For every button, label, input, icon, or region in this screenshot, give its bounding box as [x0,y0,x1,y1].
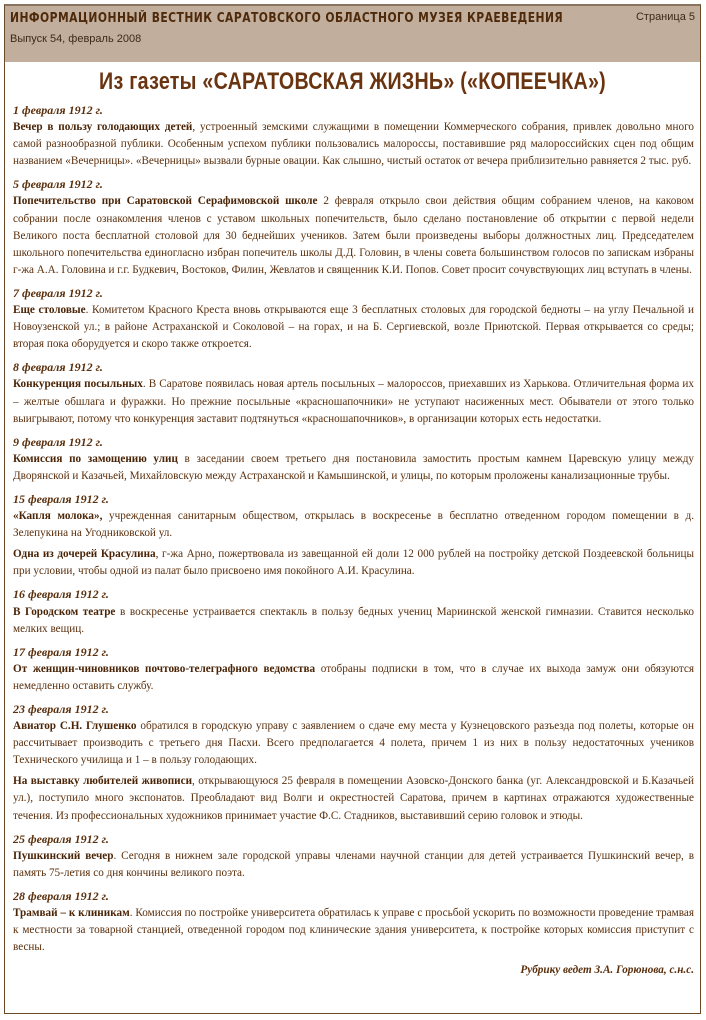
entry-paragraph [13,193,694,278]
entry-text: в заседании своем третьего дня постановила замостить простым камнем Царевскую улицу между Дворянской и Казачьей, Михайловскую между Астраханской и Камышинской, и улицы, по которым проложены канализационные трубы. [13,452,694,482]
entry-date: 5 февраля 1912 г. [13,177,103,192]
entry-text: 2 февраля открыло свои действия общим собранием членов, на каковом собрании после ознакомления членов с уставом школьных попечительств, было сделано постановление об открытии с первой недели Великого поста бесплатной столовой для 30 беднейших учеников. Затем были произведены выборы должностных лиц. Председателем школьного попечительства единогласно избран попечитель школы Д.Д. Головин, в члены совета большинством голосов по запискам избраны г-жа А.А. Головина и г.г. Будкевич, Востоков, Филин, Жевлатов и священник К.И. Попов. Совет просит сочувствующих лиц вступать в члены. [13,195,694,276]
news-entry [13,285,694,353]
entry-lead: Одна из дочерей Красулина [13,548,156,561]
entry-date: 25 февраля 1912 г. [13,831,109,846]
entry-date: 8 февраля 1912 г. [13,360,103,375]
entry-lead: На выставку любителей живописи [13,775,193,788]
entry-paragraph [13,848,694,882]
entry-text: отобраны подписки в том, что в случае их выхода замуж они обязуются немедленно оставить службу. [13,662,694,692]
entry-lead: Конкуренция посыльных [13,378,143,391]
entry-date: 1 февраля 1912 г. [13,103,103,117]
entry-date: 7 февраля 1912 г. [13,285,103,300]
entry-lead: «Капля молока», [13,510,103,523]
entry-paragraph [13,302,694,353]
entry-paragraph [13,604,694,638]
news-entry [13,586,694,637]
entry-text: в воскресенье устраивается спектакль в пользу бедных учениц Мариинской женской гимназии. Ставится несколько мелких вещиц. [13,605,694,635]
entry-date: 15 февраля 1912 г. [13,491,109,506]
entry-text: . Комиссия по постройке университета обратилась к управе с просьбой ускорить по возможности проведение трамвая к местности за товарной станцией, отведенной городом под клинические здания университета, к постройке которых комиссия приступит с весны. [13,907,694,954]
entry-lead: Трамвай – к клиникам [13,907,130,920]
entry-date: 16 февраля 1912 г. [13,587,109,602]
entry-text: . Сегодня в нижнем зале городской управы членами научной станции для детей устраивается Пушкинский вечер, в память 75-летия со дня кончины великого поэта. [13,849,694,879]
article-title: Из газеты «САРАТОВСКАЯ ЖИЗНЬ» («КОПЕЕЧКА») [99,68,606,95]
entry-text: . В Саратове появилась новая артель посыльных – малороссов, приехавших из Харькова. Отличительная форма их – желтые обшлага и фуражки. Но прежние посыльные «красношапочники» не уступают насиженных мест. Обыватели от этого только выигрывают, потому что конкуренция заставит подтянуться «красношапочников», в организации которых есть недостатки. [13,378,694,425]
entry-lead: Пушкинский вечер [13,849,114,862]
news-entry [13,176,694,279]
newsletter-page [4,4,701,1014]
entry-lead: От женщин-чиновников почтово-телеграфного ведомства [13,662,316,675]
column-author-signature: Рубрику ведет З.А. Горюнова, с.н.с. [520,964,694,977]
issue-label: Выпуск 54, февраль 2008 [10,33,142,45]
news-entry [13,644,694,695]
entry-date: 9 февраля 1912 г. [13,434,103,449]
news-entry [13,701,694,825]
entry-lead: В Городском театре [13,605,116,618]
entry-paragraph [13,773,694,824]
entry-lead: Еще столовые [13,304,86,317]
article-body [13,102,694,979]
entry-lead: Авиатор С.Н. Глушенко [13,720,137,733]
entry-text: . Комитетом Красного Креста вновь открываются еще 3 бесплатных столовых для городской бедноты – на углу Печальной и Новоузенской ул.; в районе Астраханской и Соколовой – на горах, и на Б. Сергиевской, возле Приютской. Первая открывается со среды; вторая пока оборудуется и скоро также откроется. [13,304,695,351]
entry-text: обратился в городскую управу с заявлением о сдаче ему места у Кузнецовского разъезда под полеты, которые он рассчитывает производить с третьего дня Пасхи. Всего предполагается 4 полета, причем 1 из них в пользу недостаточных учеников Технического училища и 1 – в пользу голодающих. [13,720,694,767]
entry-text: , г-жа Арно, пожертвовала из завещанной ей доли 12 000 рублей на постройку детской Поздеевской больницы при условии, чтобы одной из палат было присвоено имя покойного А.И. Красулина. [13,548,695,578]
entry-lead: Вечер в пользу голодающих детей [13,121,193,134]
news-entry [13,491,694,580]
news-entry [13,831,694,882]
entry-paragraph [13,508,694,542]
entry-text: , устроенный земскими служащими в помещении Коммерческого собрания, привлек довольно много самой разнообразной публики. Особенным успехом публики пользовались малороссы, поставившие ряд малороссийских сцен под общим названием «Вечерницы». «Вечерницы» вызвали бурные овации. Как слышно, чистый остаток от вечера приблизительно равняется 2 тыс. руб. [13,121,694,168]
newsletter-title: ИНФОРМАЦИОННЫЙ ВЕСТНИК САРАТОВСКОГО ОБЛАСТНОГО МУЗЕЯ КРАЕВЕДЕНИЯ [10,11,564,26]
news-entry [13,102,694,170]
entry-date: 17 февраля 1912 г. [13,644,109,659]
entry-date: 23 февраля 1912 г. [13,702,109,716]
entry-paragraph [13,546,694,580]
entry-text: учрежденная санитарным обществом, открылась в воскресенье в бесплатно отведенном городом помещении в д. Зелепукина на Угодниковской ул. [13,510,694,540]
entry-date: 28 февраля 1912 г. [13,888,109,903]
news-entry [13,888,694,956]
entry-paragraph [13,119,694,170]
entry-lead: Комиссия по замощению улиц [13,452,178,465]
entry-paragraph [13,661,694,695]
entry-paragraph [13,718,694,769]
news-entry [13,359,694,427]
entry-paragraph [13,451,694,485]
entry-lead: Попечительство при Саратовской Серафимовской школе [13,195,318,208]
entry-text: , открывающуюся 25 февраля в помещении Азовско-Донского банка (уг. Александровской и Б.Казачьей ул.), поступило много экспонатов. Преобладают вид Волги и окрестностей Саратова, причем в картинах отражаются художественные течения. Из профессиональных художников принимает участие Ф.С. Стадников, выставивший серию головок и этюды. [13,775,695,822]
entry-paragraph [13,376,694,427]
page-header [5,6,700,62]
entry-paragraph [13,905,694,956]
news-entry [13,434,694,485]
page-number: Страница 5 [635,11,695,23]
